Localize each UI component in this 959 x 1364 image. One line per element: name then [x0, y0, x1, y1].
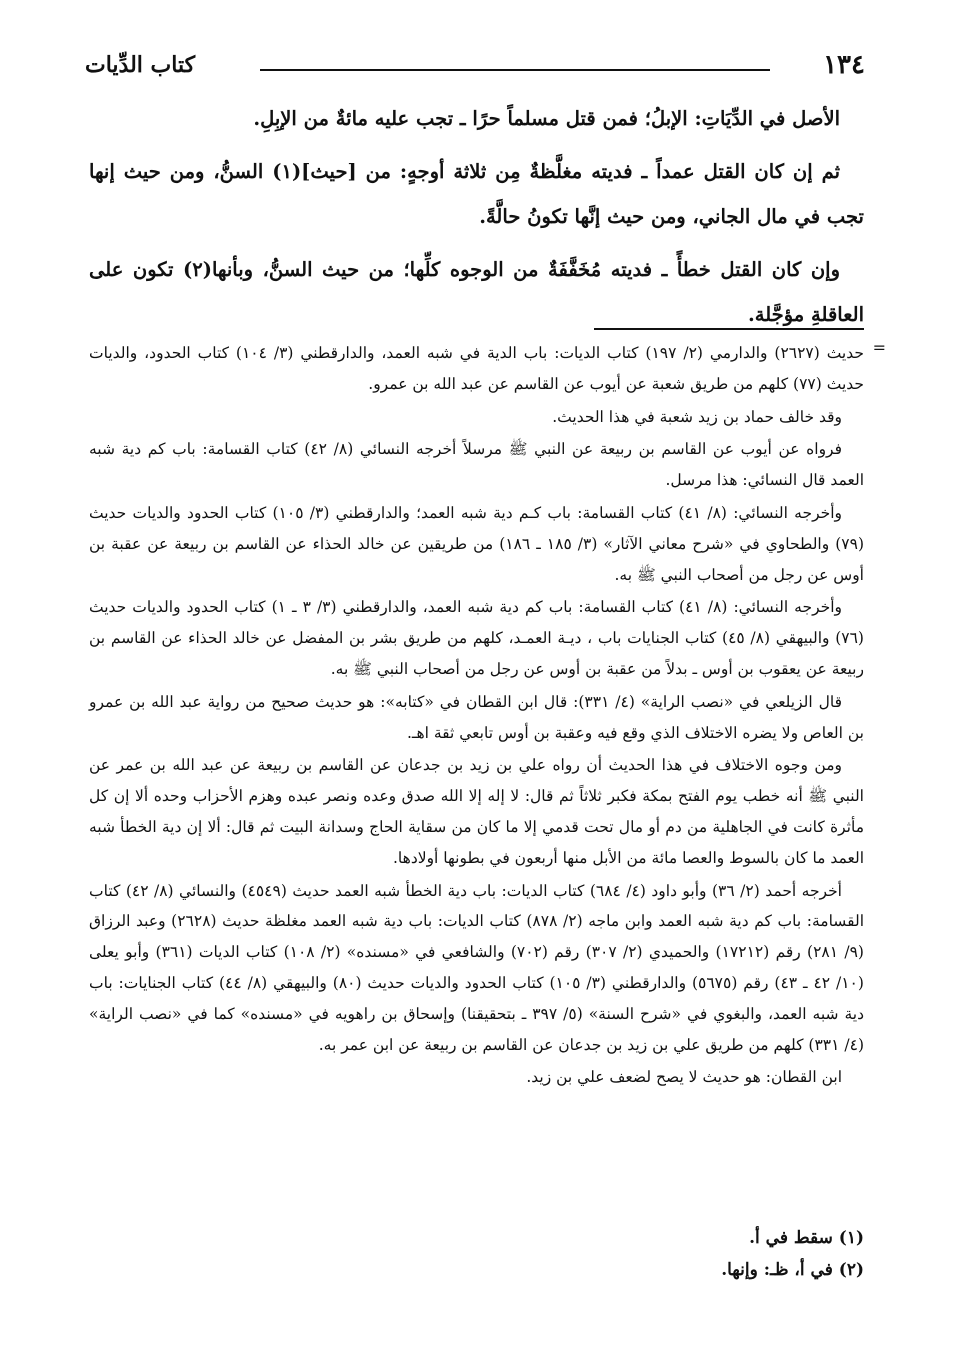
note-paragraph: ابن القطان: هو حديث لا يصح لضعف علي بن زيد. [526, 1068, 842, 1087]
continuation-marker: = [872, 338, 886, 357]
main-text [89, 96, 864, 345]
commentary-notes [89, 338, 886, 1095]
footnote: (٢) في أ، ظـ: وإنها. [721, 1260, 864, 1280]
footnotes [89, 1222, 864, 1286]
footnote: (١) سقط في أ. [749, 1228, 864, 1248]
running-header [85, 50, 865, 90]
header-rule [260, 69, 770, 71]
main-paragraph: الأصل في الدِّيَاتِ: الإبلُ؛ فمن قتل مسلماً حرًا ـ تجب عليه مائةٌ من الإبِلِ. [253, 107, 840, 130]
note-paragraph: حديث (٢٦٢٧) والدارمي (٢/ ١٩٧) كتاب الديات: باب الدية في شبه العمد، والدارقطني (٣/ ١٠٤) كتاب الحدود، والديات حديث (٧٧) كلهم من طريق شعبة عن أيوب عن القاسم عن عبد الله بن عمرو. [89, 344, 864, 393]
book-title: كتاب الدِّيات [85, 52, 196, 78]
note-paragraph: أخرجه أحمد (٢/ ٣٦) وأبو داود (٤/ ٦٨٤) كتاب الديات: باب دية الخطأ شبه العمد حديث (٤٥٤٩) والنسائي (٨/ ٤٢) كتاب القسامة: باب كم دية شبه العمد وابن ماجه (٢/ ٨٧٨) كتاب الديات: باب دية شبه العمد مغلظة حديث (٢٦٢٨) وعبد الرزاق (٩/ ٢٨١) رقم (١٧٢١٢) والحميدي (٢/ ٣٠٧) رقم (٧٠٢) والشافعي في «مسنده» (٢/ ١٠٨) كتاب الديات (٣٦١) وأبو يعلى (١٠/ ٤٢ ـ ٤٣) رقم (٥٦٧٥) والدارقطني (٣/ ١٠٥) كتاب الحدود والديات حديث (٨٠) والبيهقي (٨/ ٤٤) كتاب الجنايات: باب دية شبه العمد، والبغوي في «شرح السنة» (٥/ ٣٩٧ ـ بتحقيقنا) وإسحاق بن راهويه في «مسنده» كما في «نصب الراية» (٤/ ٣٣١) كلهم من طريق علي بن زيد بن جدعان عن القاسم بن ربيعة عن ابن عمر به. [89, 881, 865, 1054]
note-paragraph: فرواه عن أيوب عن القاسم بن ربيعة عن النبي ﷺ مرسلاً أخرجه النسائي (٨/ ٤٢) كتاب القسامة: باب كم دية شبه العمد قال النسائي: هذا مرسل. [89, 440, 864, 490]
note-paragraph: وأخرجه النسائي: (٨/ ٤١) كتاب القسامة: باب كـم دية شبه العمد؛ والدارقطني (٣/ ١٠٥) كتاب الحدود والديات حديث (٧٩) والطحاوي في «شرح معاني الآثار» (٣/ ١٨٥ ـ ١٨٦) من طريقين عن خالد الحذاء عن القاسم بن ربيعة عن عقبة بن أوس عن رجل من أصحاب النبي ﷺ به. [89, 503, 864, 584]
note-paragraph: وأخرجه النسائي: (٨/ ٤١) كتاب القسامة: باب كم دية شبه العمد، والدارقطني (٣/ ٣ ـ ١) كتاب الحدود والديات حديث (٧٦) والبيهقي (٨/ ٤٥) كتاب الجنايات باب ، ديـة العمـد، كلهم من طريق بشر بن المفضل عن خالد الحذاء عن القاسم بن ربيعة عن يعقوب بن أوس ـ بدلاً من عقبة بن أوس عن رجل من أصحاب النبي ﷺ به. [89, 598, 864, 678]
note-paragraph: قال الزيلعي في «نصب الراية» (٤/ ٣٣١): قال ابن القطان في «كتابه»: هو حديث صحيح من رواية عبد الله بن عمرو بن العاص ولا يضره الاختلاف الذي وقع فيه وعقبة بن أوس تابعي ثقة اهـ. [89, 692, 864, 742]
note-paragraph: وقد خالف حماد بن زيد شعبة في هذا الحديث. [552, 407, 842, 426]
main-paragraph: وإن كان القتل خطأً ـ فديته مُخَفَّفَةٌ من الوجوه كلِّها؛ من حيث السنُّ، وبأنها(٢) تكون على العاقلةِ مؤجَّلة. [89, 258, 864, 326]
note-paragraph: ومن وجوه الاختلاف في هذا الحديث أن رواه علي بن زيد بن جدعان عن القاسم بن ربيعة عن عبد الله بن عمر عن النبي ﷺ أنه خطب يوم الفتح بمكة فكبر ثلاثاً ثم قال: لا إله إلا الله صدق وعده ونصر عبده وهزم الأحزاب وحده ألا إن كل مأثرة كانت في الجاهلية من دم أو مال تحت قدمي إلا ما كان من سقاية الحاج وسدانة البيت ثم قال: ألا إن دية الخطأ شبه العمد ما كان بالسوط والعصا مائة من الأبل منها أربعون في بطونها أولادها. [89, 756, 864, 867]
main-paragraph: ثم إن كان القتل عمداً ـ فديته مغلَّظةٌ مِن ثلاثة أوجهٍ: من [حيث](١) السنُّ، ومن حيث إنها تجب في مال الجاني، ومن حيث إنَّها تكونُ حالَّةً. [89, 160, 864, 228]
notes-separator [594, 328, 864, 330]
page-number: ١٣٤ [823, 50, 865, 80]
